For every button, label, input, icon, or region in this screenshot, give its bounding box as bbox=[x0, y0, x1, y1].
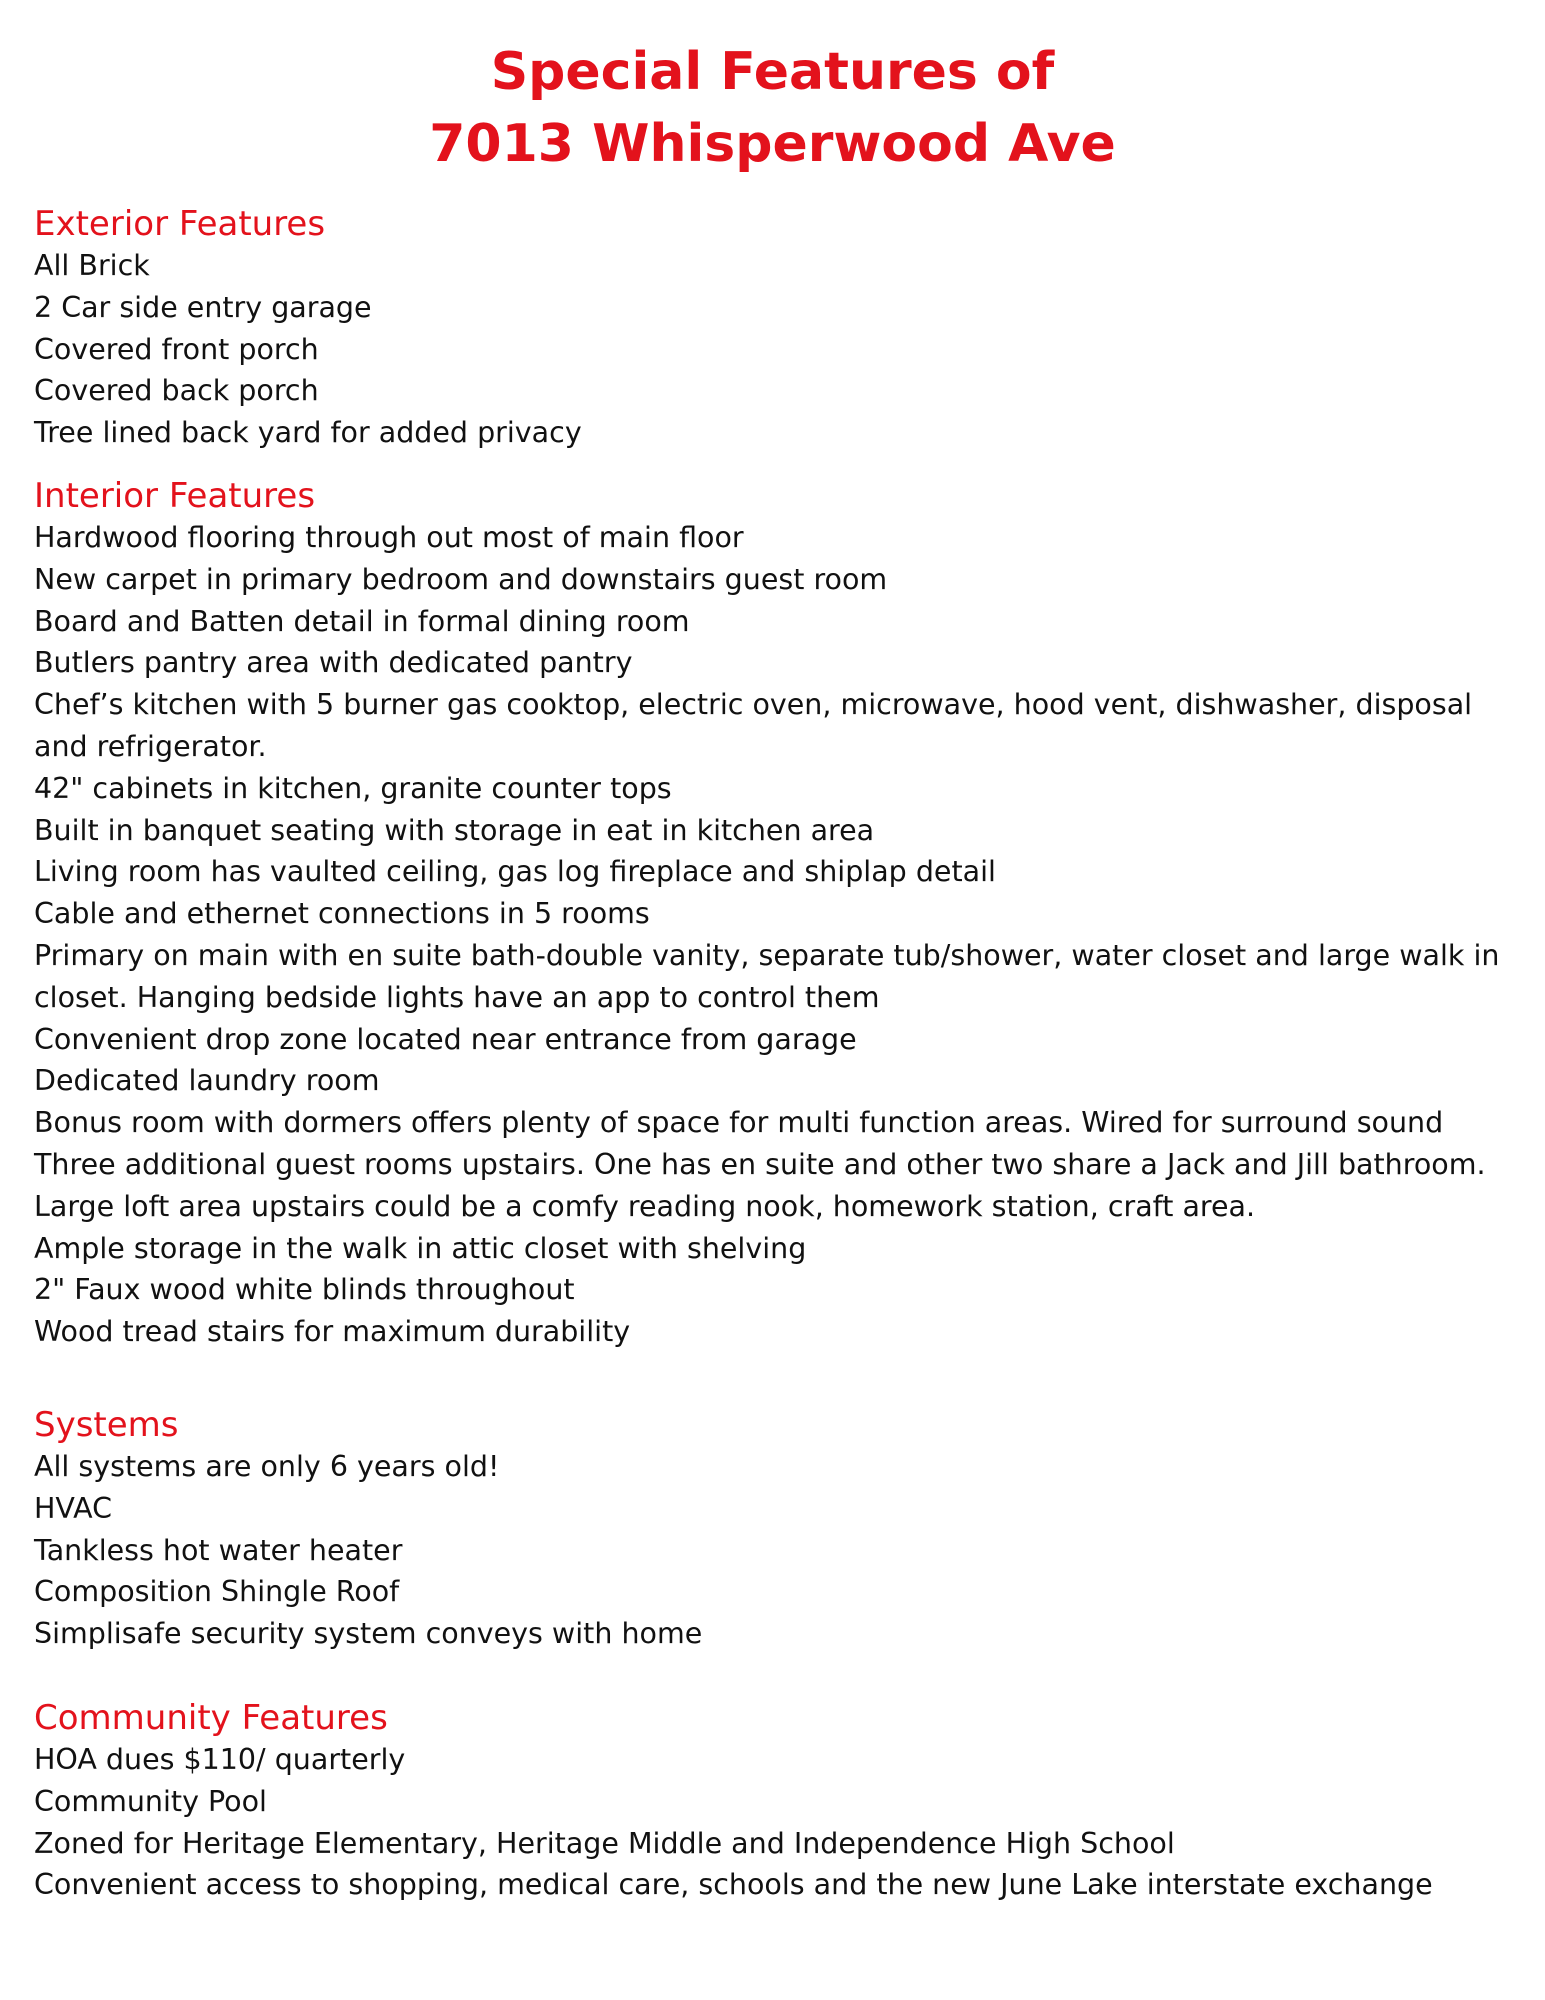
list-item: Covered back porch bbox=[34, 374, 319, 408]
section-heading: Systems bbox=[34, 1405, 179, 1445]
list-item: HVAC bbox=[34, 1491, 112, 1525]
list-item: Three additional guest rooms upstairs. One has en suite and other two share a Jack and Jill bathroom. bbox=[34, 1147, 1486, 1181]
list-item: Wood tread stairs for maximum durability bbox=[34, 1315, 631, 1349]
list-item: Large loft area upstairs could be a comfy reading nook, homework station, craft area. bbox=[34, 1189, 1256, 1223]
list-item: Convenient drop zone located near entrance from garage bbox=[34, 1022, 857, 1056]
section-systems bbox=[34, 1404, 1504, 1655]
title-line-1: Special Features of bbox=[490, 42, 1055, 102]
list-item: Dedicated laundry room bbox=[34, 1064, 380, 1098]
list-item: Bonus room with dormers offers plenty of space for multi function areas. Wired for surround sound bbox=[34, 1106, 1444, 1140]
list-item: Primary on main with en suite bath-double vanity, separate tub/shower, water closet and large walk in closet. Hanging bedside lights have an app to control them bbox=[34, 938, 1500, 1014]
list-item: Zoned for Heritage Elementary, Heritage Middle and Independence High School bbox=[34, 1826, 1175, 1860]
feature-list bbox=[34, 1739, 1504, 1906]
feature-list bbox=[34, 245, 1504, 454]
list-item: Hardwood flooring through out most of main floor bbox=[34, 521, 744, 554]
list-item: 42" cabinets in kitchen, granite counter tops bbox=[34, 771, 672, 805]
list-item: Simplisafe security system conveys with home bbox=[34, 1617, 703, 1651]
section-exterior-features bbox=[34, 203, 1504, 454]
list-item: Cable and ethernet connections in 5 rooms bbox=[34, 897, 650, 931]
list-item: Convenient access to shopping, medical care, schools and the new June Lake interstate exchange bbox=[34, 1868, 1433, 1902]
section-heading: Interior Features bbox=[34, 476, 316, 516]
list-item: All systems are only 6 years old! bbox=[34, 1450, 500, 1483]
section-heading: Exterior Features bbox=[34, 204, 326, 244]
list-item: Tree lined back yard for added privacy bbox=[34, 416, 582, 450]
section-community-features bbox=[34, 1697, 1504, 1906]
list-item: Ample storage in the walk in attic closet with shelving bbox=[34, 1231, 807, 1265]
list-item: Built in banquet seating with storage in eat in kitchen area bbox=[34, 813, 875, 847]
list-item: Covered front porch bbox=[34, 332, 319, 366]
list-item: 2" Faux wood white blinds throughout bbox=[34, 1273, 575, 1307]
list-item: 2 Car side entry garage bbox=[34, 290, 372, 324]
list-item: Community Pool bbox=[34, 1784, 267, 1818]
list-item: Tankless hot water heater bbox=[34, 1533, 403, 1567]
section-interior-features bbox=[34, 475, 1504, 1353]
section-heading: Community Features bbox=[34, 1698, 388, 1738]
list-item: HOA dues $110/ quarterly bbox=[34, 1743, 406, 1776]
feature-list bbox=[34, 517, 1504, 1353]
list-item: Living room has vaulted ceiling, gas log fireplace and shiplap detail bbox=[34, 855, 996, 889]
title-line-2: 7013 Whisperwood Ave bbox=[429, 114, 1116, 174]
list-item: Chef’s kitchen with 5 burner gas cooktop, electric oven, microwave, hood vent, dishwasher, disposal and refrigerator. bbox=[34, 688, 1473, 763]
list-item: Butlers pantry area with dedicated pantry bbox=[34, 646, 633, 680]
list-item: New carpet in primary bedroom and downstairs guest room bbox=[34, 562, 888, 596]
feature-list bbox=[34, 1446, 1504, 1655]
list-item: All Brick bbox=[34, 249, 150, 282]
list-item: Composition Shingle Roof bbox=[34, 1575, 400, 1609]
list-item: Board and Batten detail in formal dining room bbox=[34, 604, 690, 638]
page-title bbox=[0, 36, 1545, 180]
